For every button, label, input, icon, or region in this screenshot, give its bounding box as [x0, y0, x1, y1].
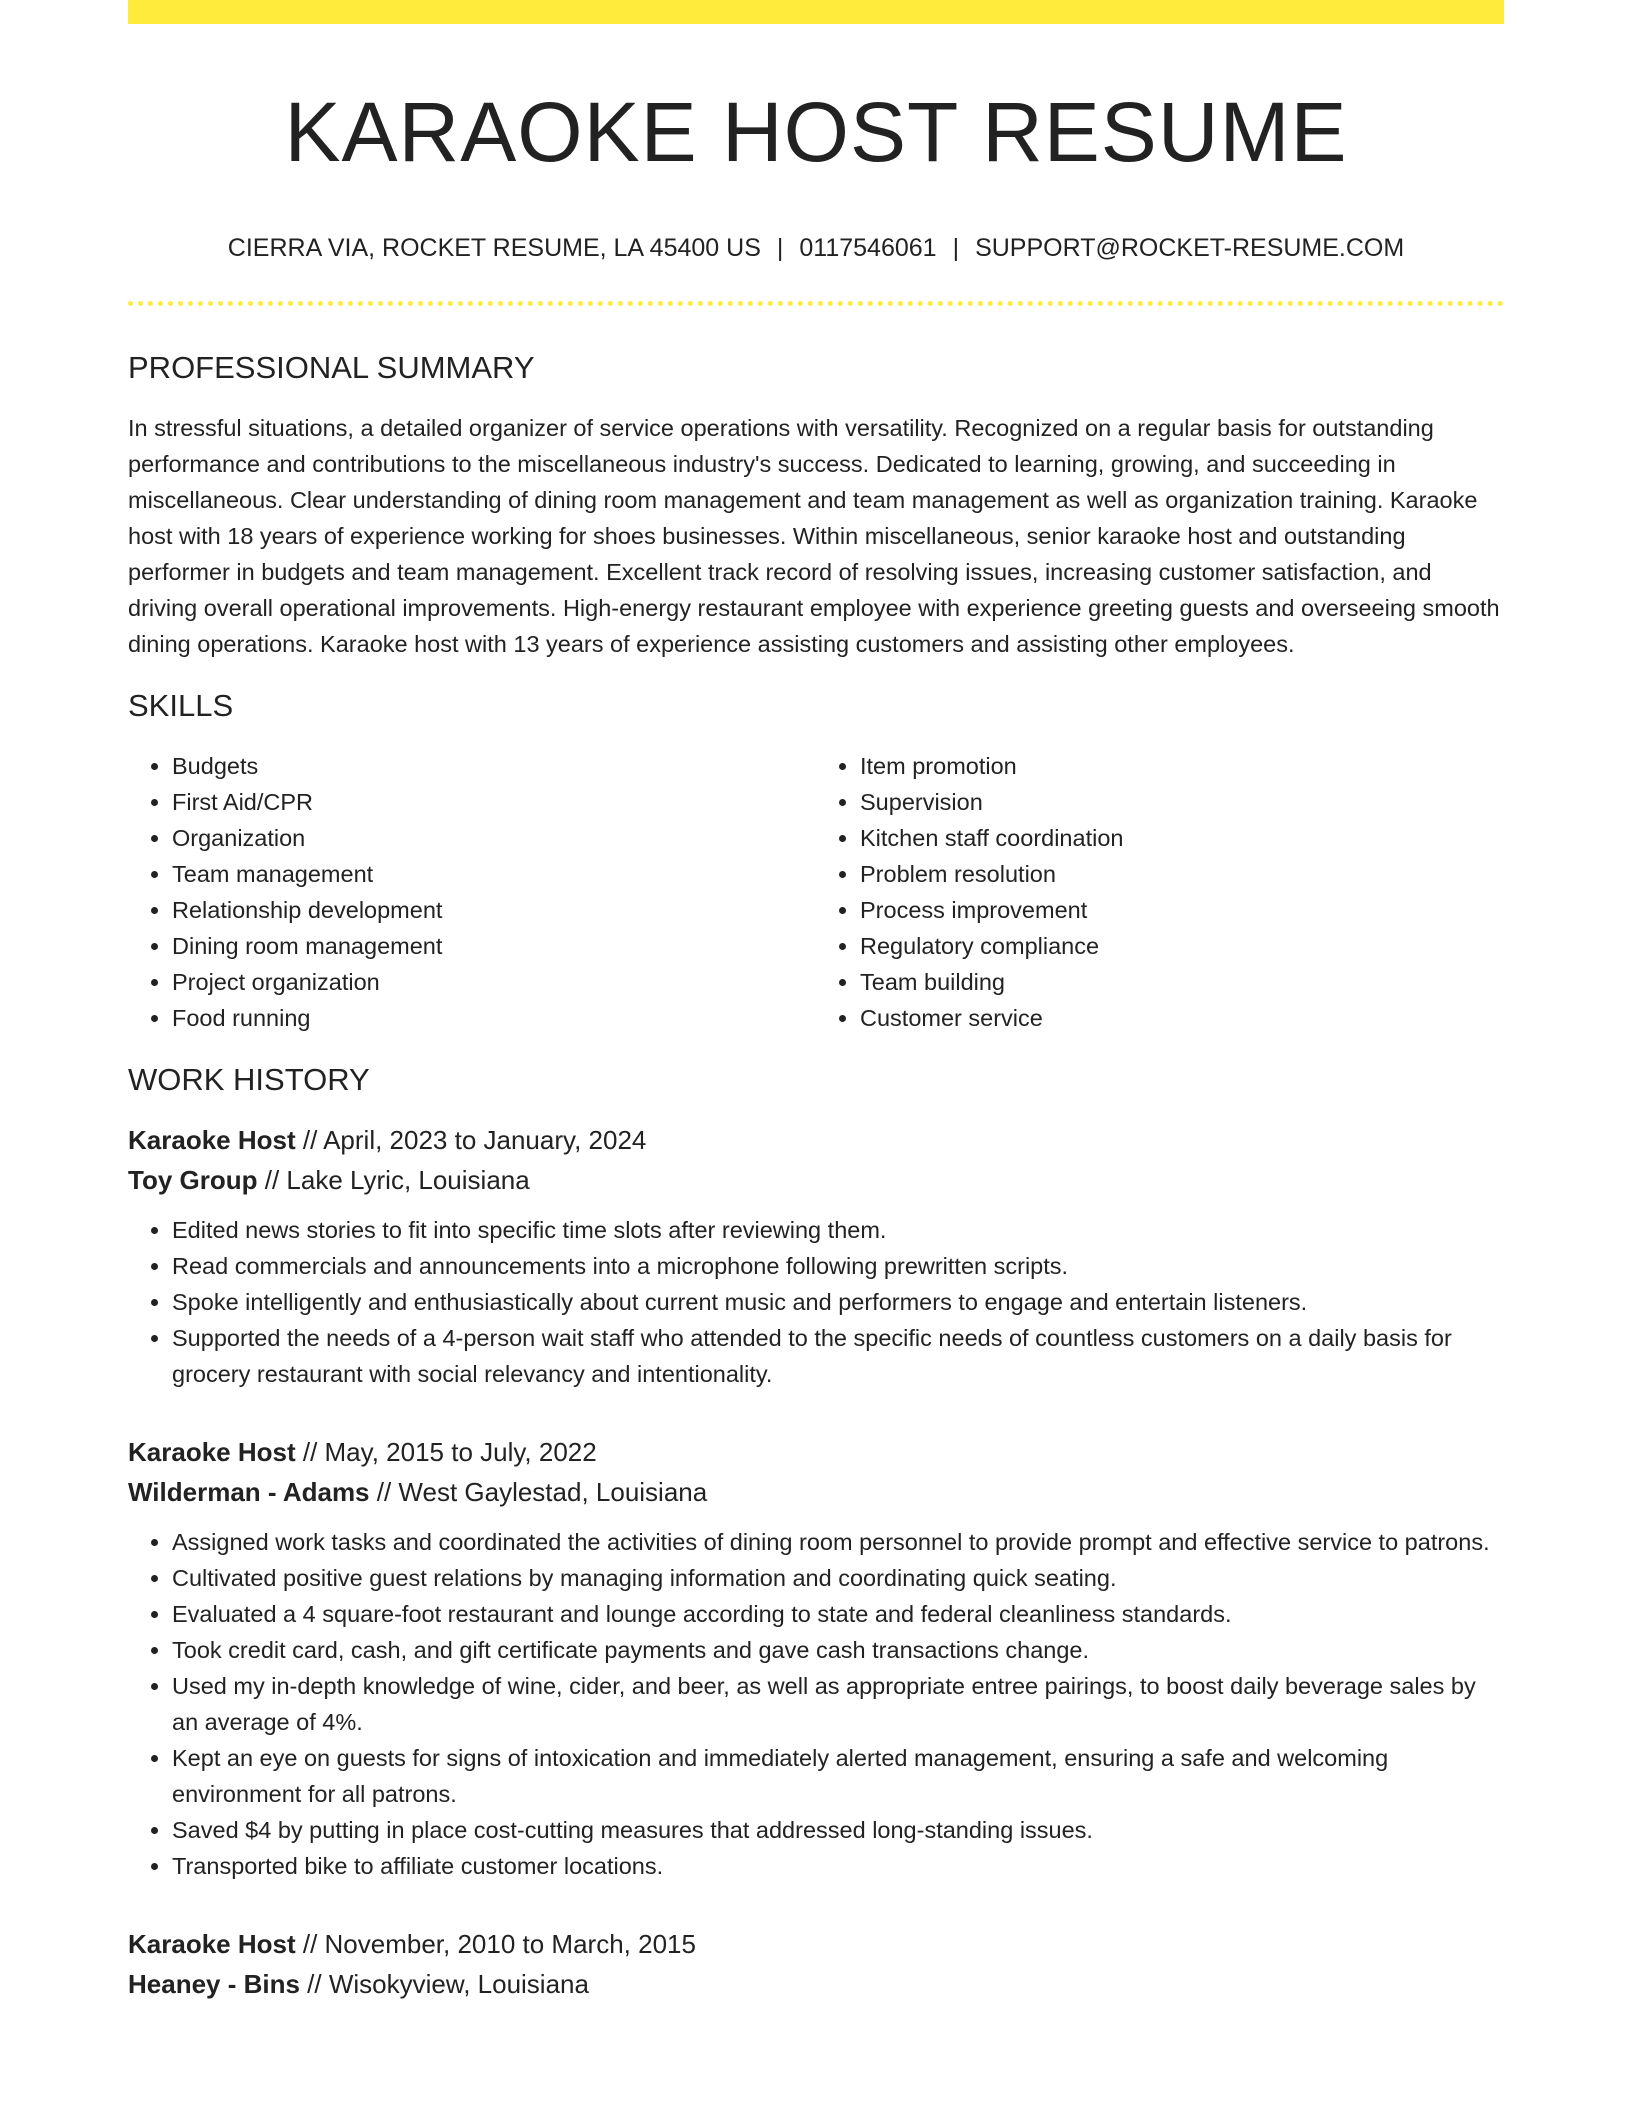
job-title-line — [128, 1924, 1504, 1964]
skills-column-right — [816, 748, 1504, 1036]
contact-separator: | — [952, 234, 960, 263]
contact-phone: 0117546061 — [799, 234, 937, 263]
skills-heading: SKILLS — [128, 688, 234, 724]
skill-item: • Dining room management — [172, 928, 816, 964]
skill-item: • Problem resolution — [860, 856, 1504, 892]
job-dates: // April, 2023 to January, 2024 — [295, 1125, 647, 1156]
job-entry — [128, 1924, 1504, 2004]
job-entry — [128, 1120, 1504, 1392]
contact-line — [128, 234, 1504, 263]
job-duty-item: • Spoke intelligently and enthusiastically about current music and performers to engage and entertain listeners. — [172, 1284, 1504, 1320]
skills-column-left — [128, 748, 816, 1036]
job-duties — [128, 1524, 1504, 1884]
job-company-line — [128, 1160, 1504, 1200]
skill-item: • Customer service — [860, 1000, 1504, 1036]
job-duty-item: • Saved $4 by putting in place cost-cutting measures that addressed long-standing issues. — [172, 1812, 1504, 1848]
job-duty-item: • Supported the needs of a 4-person wait staff who attended to the specific needs of countless customers on a daily basis for grocery restaurant with social relevancy and intentionality. — [172, 1320, 1504, 1392]
job-location: // West Gaylestad, Louisiana — [369, 1477, 708, 1508]
job-duty-item: • Kept an eye on guests for signs of intoxication and immediately alerted management, ensuring a safe and welcoming environment for all patrons. — [172, 1740, 1504, 1812]
work-history-list — [128, 1120, 1504, 2004]
work-history-heading: WORK HISTORY — [128, 1062, 370, 1098]
job-company-line — [128, 1964, 1504, 2004]
job-duty-item: • Evaluated a 4 square-foot restaurant and lounge according to state and federal cleanliness standards. — [172, 1596, 1504, 1632]
job-dates: // May, 2015 to July, 2022 — [295, 1437, 597, 1468]
job-dates: // November, 2010 to March, 2015 — [295, 1929, 696, 1960]
job-duty-item: • Used my in-depth knowledge of wine, cider, and beer, as well as appropriate entree pairings, to boost daily beverage sales by an average of 4%. — [172, 1668, 1504, 1740]
job-title: Karaoke Host — [128, 1929, 296, 1960]
job-title-line — [128, 1120, 1504, 1160]
dotted-divider — [128, 301, 1504, 306]
contact-separator: | — [776, 234, 784, 263]
job-duty-item: • Took credit card, cash, and gift certificate payments and gave cash transactions change. — [172, 1632, 1504, 1668]
job-duty-item: • Assigned work tasks and coordinated the activities of dining room personnel to provide prompt and effective service to patrons. — [172, 1524, 1504, 1560]
skill-item: • First Aid/CPR — [172, 784, 816, 820]
job-duty-item: • Transported bike to affiliate customer locations. — [172, 1848, 1504, 1884]
skill-item: • Team management — [172, 856, 816, 892]
job-location: // Lake Lyric, Louisiana — [257, 1165, 530, 1196]
skill-item: • Supervision — [860, 784, 1504, 820]
resume-title: KARAOKE HOST RESUME — [284, 85, 1348, 179]
summary-text: In stressful situations, a detailed organizer of service operations with versatility. Recognized on a regular basis for outstanding performance and contributions to the miscellaneous industry's success. Dedicated to learning, growing, and succeeding in miscellaneous. Clear understanding of dining room management and team management as well as organization training. Karaoke host with 18 years of experience working for shoes businesses. Within miscellaneous, senior karaoke host and outstanding performer in budgets and team management. Excellent track record of resolving issues, increasing customer satisfaction, and driving overall operational improvements. High-energy restaurant employee with experience greeting guests and overseeing smooth dining operations. Karaoke host with 13 years of experience assisting customers and assisting other employees. — [128, 415, 1500, 658]
job-duty-item: • Cultivated positive guest relations by managing information and coordinating quick seating. — [172, 1560, 1504, 1596]
skill-item: • Regulatory compliance — [860, 928, 1504, 964]
skill-item: • Relationship development — [172, 892, 816, 928]
summary-heading: PROFESSIONAL SUMMARY — [128, 350, 535, 386]
skill-item: • Budgets — [172, 748, 816, 784]
skill-item: • Process improvement — [860, 892, 1504, 928]
job-title: Karaoke Host — [128, 1437, 296, 1468]
job-entry — [128, 1432, 1504, 1884]
skill-item: • Organization — [172, 820, 816, 856]
top-accent-bar — [128, 0, 1504, 24]
skill-item: • Item promotion — [860, 748, 1504, 784]
job-company: Toy Group — [128, 1165, 258, 1196]
contact-address: CIERRA VIA, ROCKET RESUME, LA 45400 US — [227, 234, 761, 263]
contact-email: SUPPORT@ROCKET-RESUME.COM — [975, 234, 1405, 263]
job-duties — [128, 1212, 1504, 1392]
skill-item: • Food running — [172, 1000, 816, 1036]
job-title: Karaoke Host — [128, 1125, 296, 1156]
job-duty-item: • Read commercials and announcements into a microphone following prewritten scripts. — [172, 1248, 1504, 1284]
skill-item: • Kitchen staff coordination — [860, 820, 1504, 856]
job-duty-item: • Edited news stories to fit into specific time slots after reviewing them. — [172, 1212, 1504, 1248]
job-company: Heaney - Bins — [128, 1969, 300, 2000]
skill-item: • Team building — [860, 964, 1504, 1000]
skill-item: • Project organization — [172, 964, 816, 1000]
resume-page — [128, 24, 1504, 2004]
job-company-line — [128, 1472, 1504, 1512]
job-title-line — [128, 1432, 1504, 1472]
skills-list — [128, 748, 1504, 1036]
job-location: // Wisokyview, Louisiana — [299, 1969, 589, 2000]
job-company: Wilderman - Adams — [128, 1477, 370, 1508]
